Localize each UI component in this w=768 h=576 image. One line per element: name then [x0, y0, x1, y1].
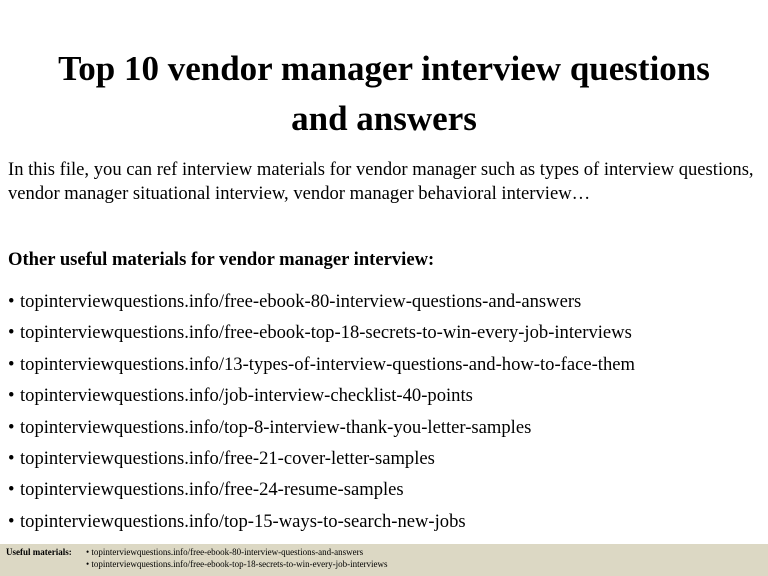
title-line-1: Top 10 vendor manager interview questions	[58, 49, 710, 88]
bullet-icon: •	[8, 447, 15, 469]
link-text[interactable]: topinterviewquestions.info/job-interview-checklist-40-points	[20, 385, 473, 407]
footer-item[interactable]: • topinterviewquestions.info/free-ebook-top-18-secrets-to-win-every-job-interviews	[86, 559, 388, 569]
list-item	[8, 443, 763, 474]
list-item	[8, 286, 763, 317]
footer-item[interactable]: • topinterviewquestions.info/free-ebook-80-interview-questions-and-answers	[86, 547, 364, 557]
materials-heading: Other useful materials for vendor manager interview:	[8, 249, 435, 270]
bullet-icon: •	[8, 291, 15, 312]
link-text[interactable]: topinterviewquestions.info/top-15-ways-to-search-new-jobs	[20, 510, 466, 532]
list-item	[8, 317, 763, 348]
list-item	[8, 506, 763, 537]
list-item	[8, 412, 763, 443]
title-line-2: and answers	[291, 99, 477, 138]
link-text[interactable]: topinterviewquestions.info/13-types-of-interview-questions-and-how-to-face-them	[20, 353, 635, 375]
bullet-icon: •	[8, 385, 15, 407]
footer-bar	[0, 544, 768, 576]
link-text[interactable]: topinterviewquestions.info/top-8-interview-thank-you-letter-samples	[20, 416, 532, 438]
footer-list	[86, 547, 388, 571]
bullet-icon: •	[8, 353, 15, 375]
footer-label-text: Useful materials	[6, 547, 69, 557]
link-text[interactable]: topinterviewquestions.info/free-ebook-80-interview-questions-and-answers	[20, 291, 582, 312]
bullet-icon: •	[8, 510, 15, 532]
bullet-icon: •	[8, 322, 15, 344]
link-text[interactable]: topinterviewquestions.info/free-ebook-top-18-secrets-to-win-every-job-interviews	[20, 322, 632, 344]
list-item	[8, 380, 763, 411]
materials-list	[8, 286, 763, 537]
link-text[interactable]: topinterviewquestions.info/free-24-resume-samples	[20, 479, 404, 501]
list-item	[8, 349, 763, 380]
page-title	[0, 44, 768, 144]
link-text[interactable]: topinterviewquestions.info/free-21-cover-letter-samples	[20, 447, 435, 469]
list-item	[8, 474, 763, 505]
bullet-icon: •	[8, 479, 15, 501]
footer-label: Useful materials:	[6, 547, 72, 557]
intro-paragraph: In this file, you can ref interview materials for vendor manager such as types of interview questions, vendor manager situational interview, vendor manager behavioral interview…	[8, 159, 754, 204]
bullet-icon: •	[8, 416, 15, 438]
